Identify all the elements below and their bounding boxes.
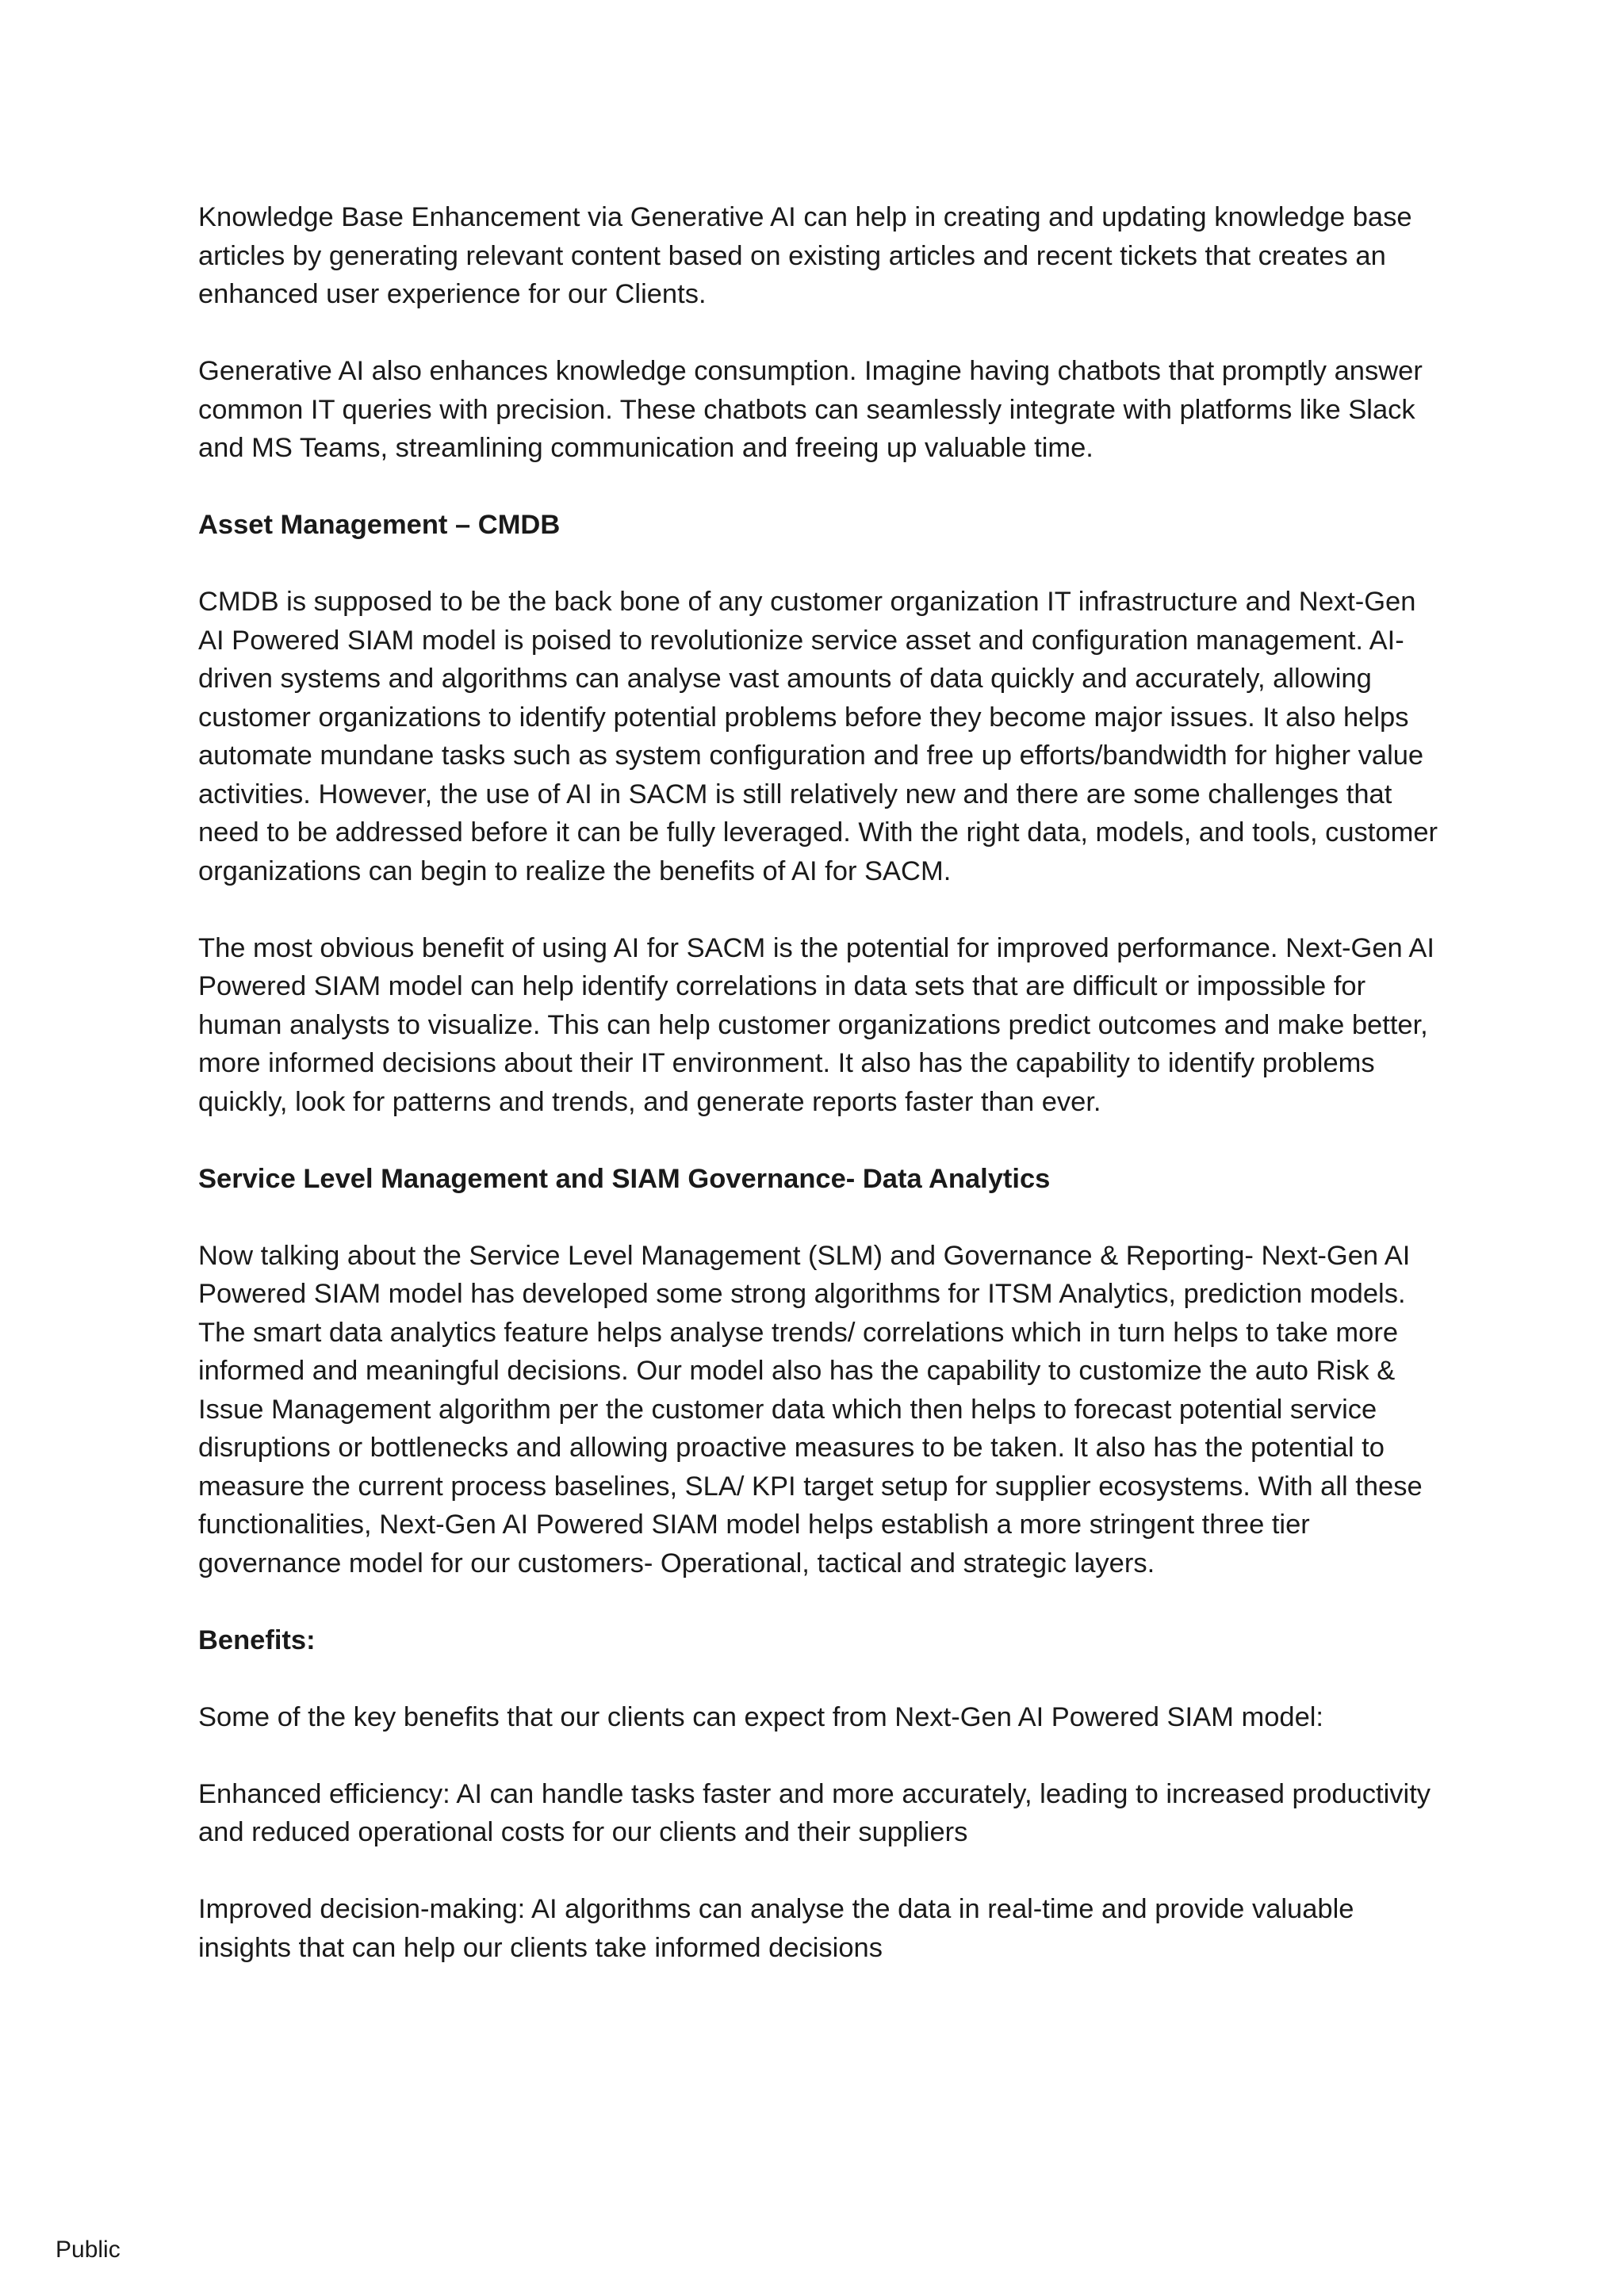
paragraph-benefits-intro: Some of the key benefits that our clients can expect from Next-Gen AI Powered SIAM model: [198,1701,1324,1732]
classification-footer: Public [56,2237,121,2263]
paragraph-benefit-decision: Improved decision-making: AI algorithms can analyse the data in real-time and provide valuable insights that can help our clients take informed decisions [198,1894,1354,1963]
heading-benefits: Benefits: [198,1624,316,1655]
document-body [198,198,1443,2006]
paragraph-kb-enhancement: Knowledge Base Enhancement via Generative AI can help in creating and updating knowledge base articles by generating relevant content based on existing articles and recent tickets that creates an enhanced user experience for our Clients. [198,202,1412,309]
paragraph-kb-consumption: Generative AI also enhances knowledge consumption. Imagine having chatbots that promptly answer common IT queries with precision. These chatbots can seamlessly integrate with platforms like Slack and MS Teams, streamlining communication and freeing up valuable time. [198,356,1423,463]
paragraph-sacm-benefit: The most obvious benefit of using AI for SACM is the potential for improved performance. Next-Gen AI Powered SIAM model can help identify correlations in data sets that are difficult or impossible for human analysts to visualize. This can help customer organizations predict outcomes and make better, more informed decisions about their IT environment. It also has the capability to identify problems quickly, look for patterns and trends, and generate reports faster than ever. [198,932,1435,1117]
paragraph-cmdb: CMDB is supposed to be the back bone of any customer organization IT infrastructure and Next-Gen AI Powered SIAM model is poised to revolutionize service asset and configuration management. AI-driven systems and algorithms can analyse vast amounts of data quickly and accurately, allowing customer organizations to identify potential problems before they become major issues. It also helps automate mundane tasks such as system configuration and free up efforts/bandwidth for higher value activities. However, the use of AI in SACM is still relatively new and there are some challenges that need to be addressed before it can be fully leveraged. With the right data, models, and tools, customer organizations can begin to realize the benefits of AI for SACM. [198,587,1438,886]
paragraph-slm: Now talking about the Service Level Management (SLM) and Governance & Reporting- Next-Gen AI Powered SIAM model has developed some strong algorithms for ITSM Analytics, prediction models. The smart data analytics feature helps analyse trends/ correlations which in turn helps to take more informed and meaningful decisions. Our model also has the capability to customize the auto Risk & Issue Management algorithm per the customer data which then helps to forecast potential service disruptions or bottlenecks and allowing proactive measures to be taken. It also has the potential to measure the current process baselines, SLA/ KPI target setup for supplier ecosystems. With all these functionalities, Next-Gen AI Powered SIAM model helps establish a more stringent three tier governance model for our customers- Operational, tactical and strategic layers. [198,1240,1423,1578]
paragraph-benefit-efficiency: Enhanced efficiency: AI can handle tasks faster and more accurately, leading to increased productivity and reduced operational costs for our clients and their suppliers [198,1778,1431,1847]
heading-asset-management-cmdb: Asset Management – CMDB [198,510,561,540]
heading-service-level-management: Service Level Management and SIAM Governance- Data Analytics [198,1163,1051,1194]
